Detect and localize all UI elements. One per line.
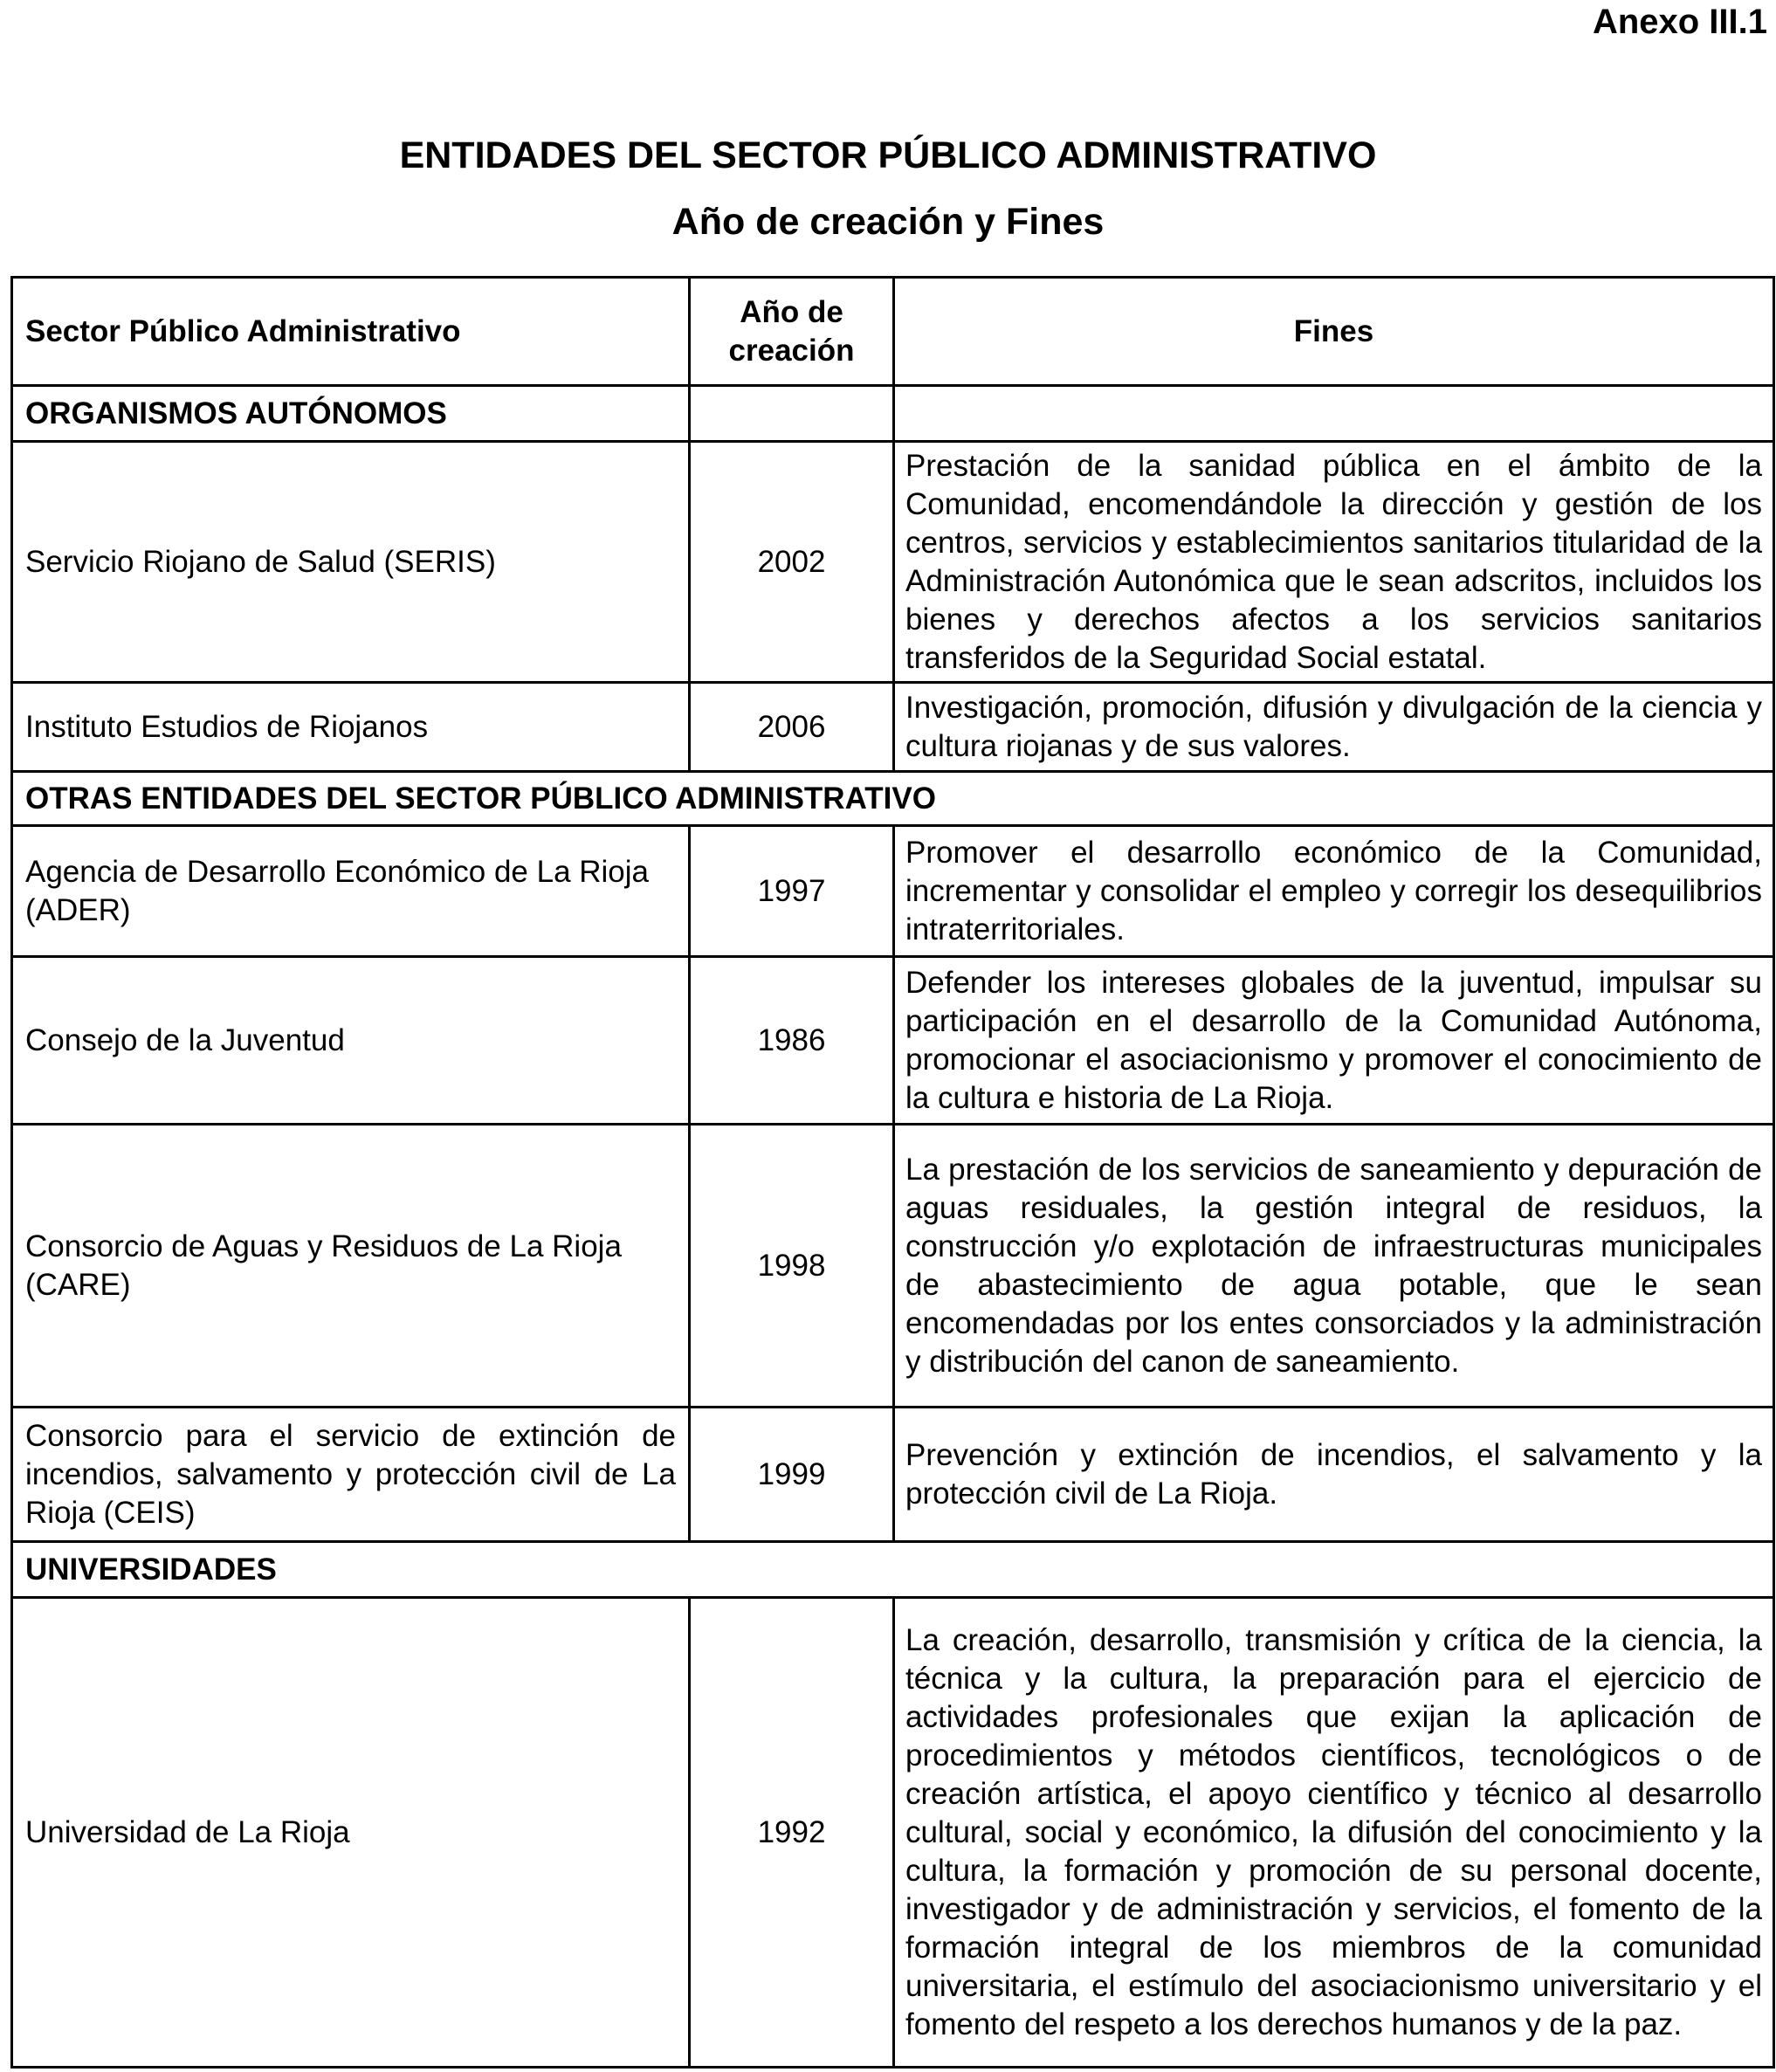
- entity-name: Consejo de la Juventud: [12, 957, 690, 1125]
- entity-fines: Promover el desarrollo económico de la Comunidad, incrementar y consolidar el empleo y corregir los desequilibrios intraterritoriales.: [894, 826, 1774, 957]
- table-row: [12, 826, 1774, 957]
- entity-year: 1997: [690, 826, 894, 957]
- entity-name: Servicio Riojano de Salud (SERIS): [12, 442, 690, 683]
- page-title: ENTIDADES DEL SECTOR PÚBLICO ADMINISTRATIVO: [399, 134, 1377, 176]
- empty-cell: [894, 386, 1774, 442]
- entity-name: Instituto Estudios de Riojanos: [12, 683, 690, 772]
- entity-fines: La creación, desarrollo, transmisión y crítica de la ciencia, la técnica y la cultura, la preparación para el ejercicio de actividades profesionales que exijan la aplicación de procedimientos y métodos científicos, tecnológicos o de creación artística, el apoyo científico y técnico al desarrollo cultural, social y económico, la difusión del conocimiento y la cultura, la formación y promoción de su personal docente, investigador y de administración y servicios, el fomento de la formación integral de los miembros de la comunidad universitaria, el estímulo del asociacionismo universitario y el fomento del respeto a los derechos humanos y de la paz.: [894, 1598, 1774, 2068]
- section-row: [12, 386, 1774, 442]
- entity-year: 2002: [690, 442, 894, 683]
- entity-year: 1986: [690, 957, 894, 1125]
- entity-name: Consorcio de Aguas y Residuos de La Rioja (CARE): [12, 1125, 690, 1408]
- table-row: [12, 957, 1774, 1125]
- section-label: ORGANISMOS AUTÓNOMOS: [12, 386, 690, 442]
- section-row: [12, 772, 1774, 826]
- entity-fines: Prestación de la sanidad pública en el ámbito de la Comunidad, encomendándole la dirección y gestión de los centros, servicios y establecimientos sanitarios titularidad de la Administración Autonómica que le sean adscritos, incluidos los bienes y derechos afectos a los servicios sanitarios transferidos de la Seguridad Social estatal.: [894, 442, 1774, 683]
- entity-name: Consorcio para el servicio de extinción de incendios, salvamento y protección civil de La Rioja (CEIS): [12, 1408, 690, 1542]
- entity-year: 1999: [690, 1408, 894, 1542]
- entity-fines: Defender los intereses globales de la juventud, impulsar su participación en el desarrollo de la Comunidad Autónoma, promocionar el asociacionismo y promover el conocimiento de la cultura e historia de La Rioja.: [894, 957, 1774, 1125]
- page-subtitle: Año de creación y Fines: [671, 201, 1105, 243]
- empty-cell: [690, 386, 894, 442]
- header-sector: Sector Público Administrativo: [12, 278, 690, 386]
- entity-fines: Prevención y extinción de incendios, el salvamento y la protección civil de La Rioja.: [894, 1408, 1774, 1542]
- section-row: [12, 1542, 1774, 1598]
- entity-fines: La prestación de los servicios de saneamiento y depuración de aguas residuales, la gestión integral de residuos, la construcción y/o explotación de infraestructuras municipales de abastecimiento de agua potable, que le sean encomendadas por los entes consorciados y la administración y distribución del canon de saneamiento.: [894, 1125, 1774, 1408]
- header-year: Año de creación: [690, 278, 894, 386]
- entity-fines: Investigación, promoción, difusión y divulgación de la ciencia y cultura riojanas y de sus valores.: [894, 683, 1774, 772]
- table-header-row: [12, 278, 1774, 386]
- table-row: [12, 442, 1774, 683]
- entity-year: 1992: [690, 1598, 894, 2068]
- table-row: [12, 683, 1774, 772]
- table-row: [12, 1125, 1774, 1408]
- entity-year: 2006: [690, 683, 894, 772]
- entity-name: Agencia de Desarrollo Económico de La Rioja (ADER): [12, 826, 690, 957]
- entity-name: Universidad de La Rioja: [12, 1598, 690, 2068]
- table-row: [12, 1408, 1774, 1542]
- section-label: UNIVERSIDADES: [12, 1542, 1774, 1598]
- entities-table: [10, 276, 1775, 2069]
- annex-label: Anexo III.1: [1592, 3, 1767, 41]
- table-row: [12, 1598, 1774, 2068]
- entity-year: 1998: [690, 1125, 894, 1408]
- section-label: OTRAS ENTIDADES DEL SECTOR PÚBLICO ADMINISTRATIVO: [12, 772, 1774, 826]
- header-fines: Fines: [894, 278, 1774, 386]
